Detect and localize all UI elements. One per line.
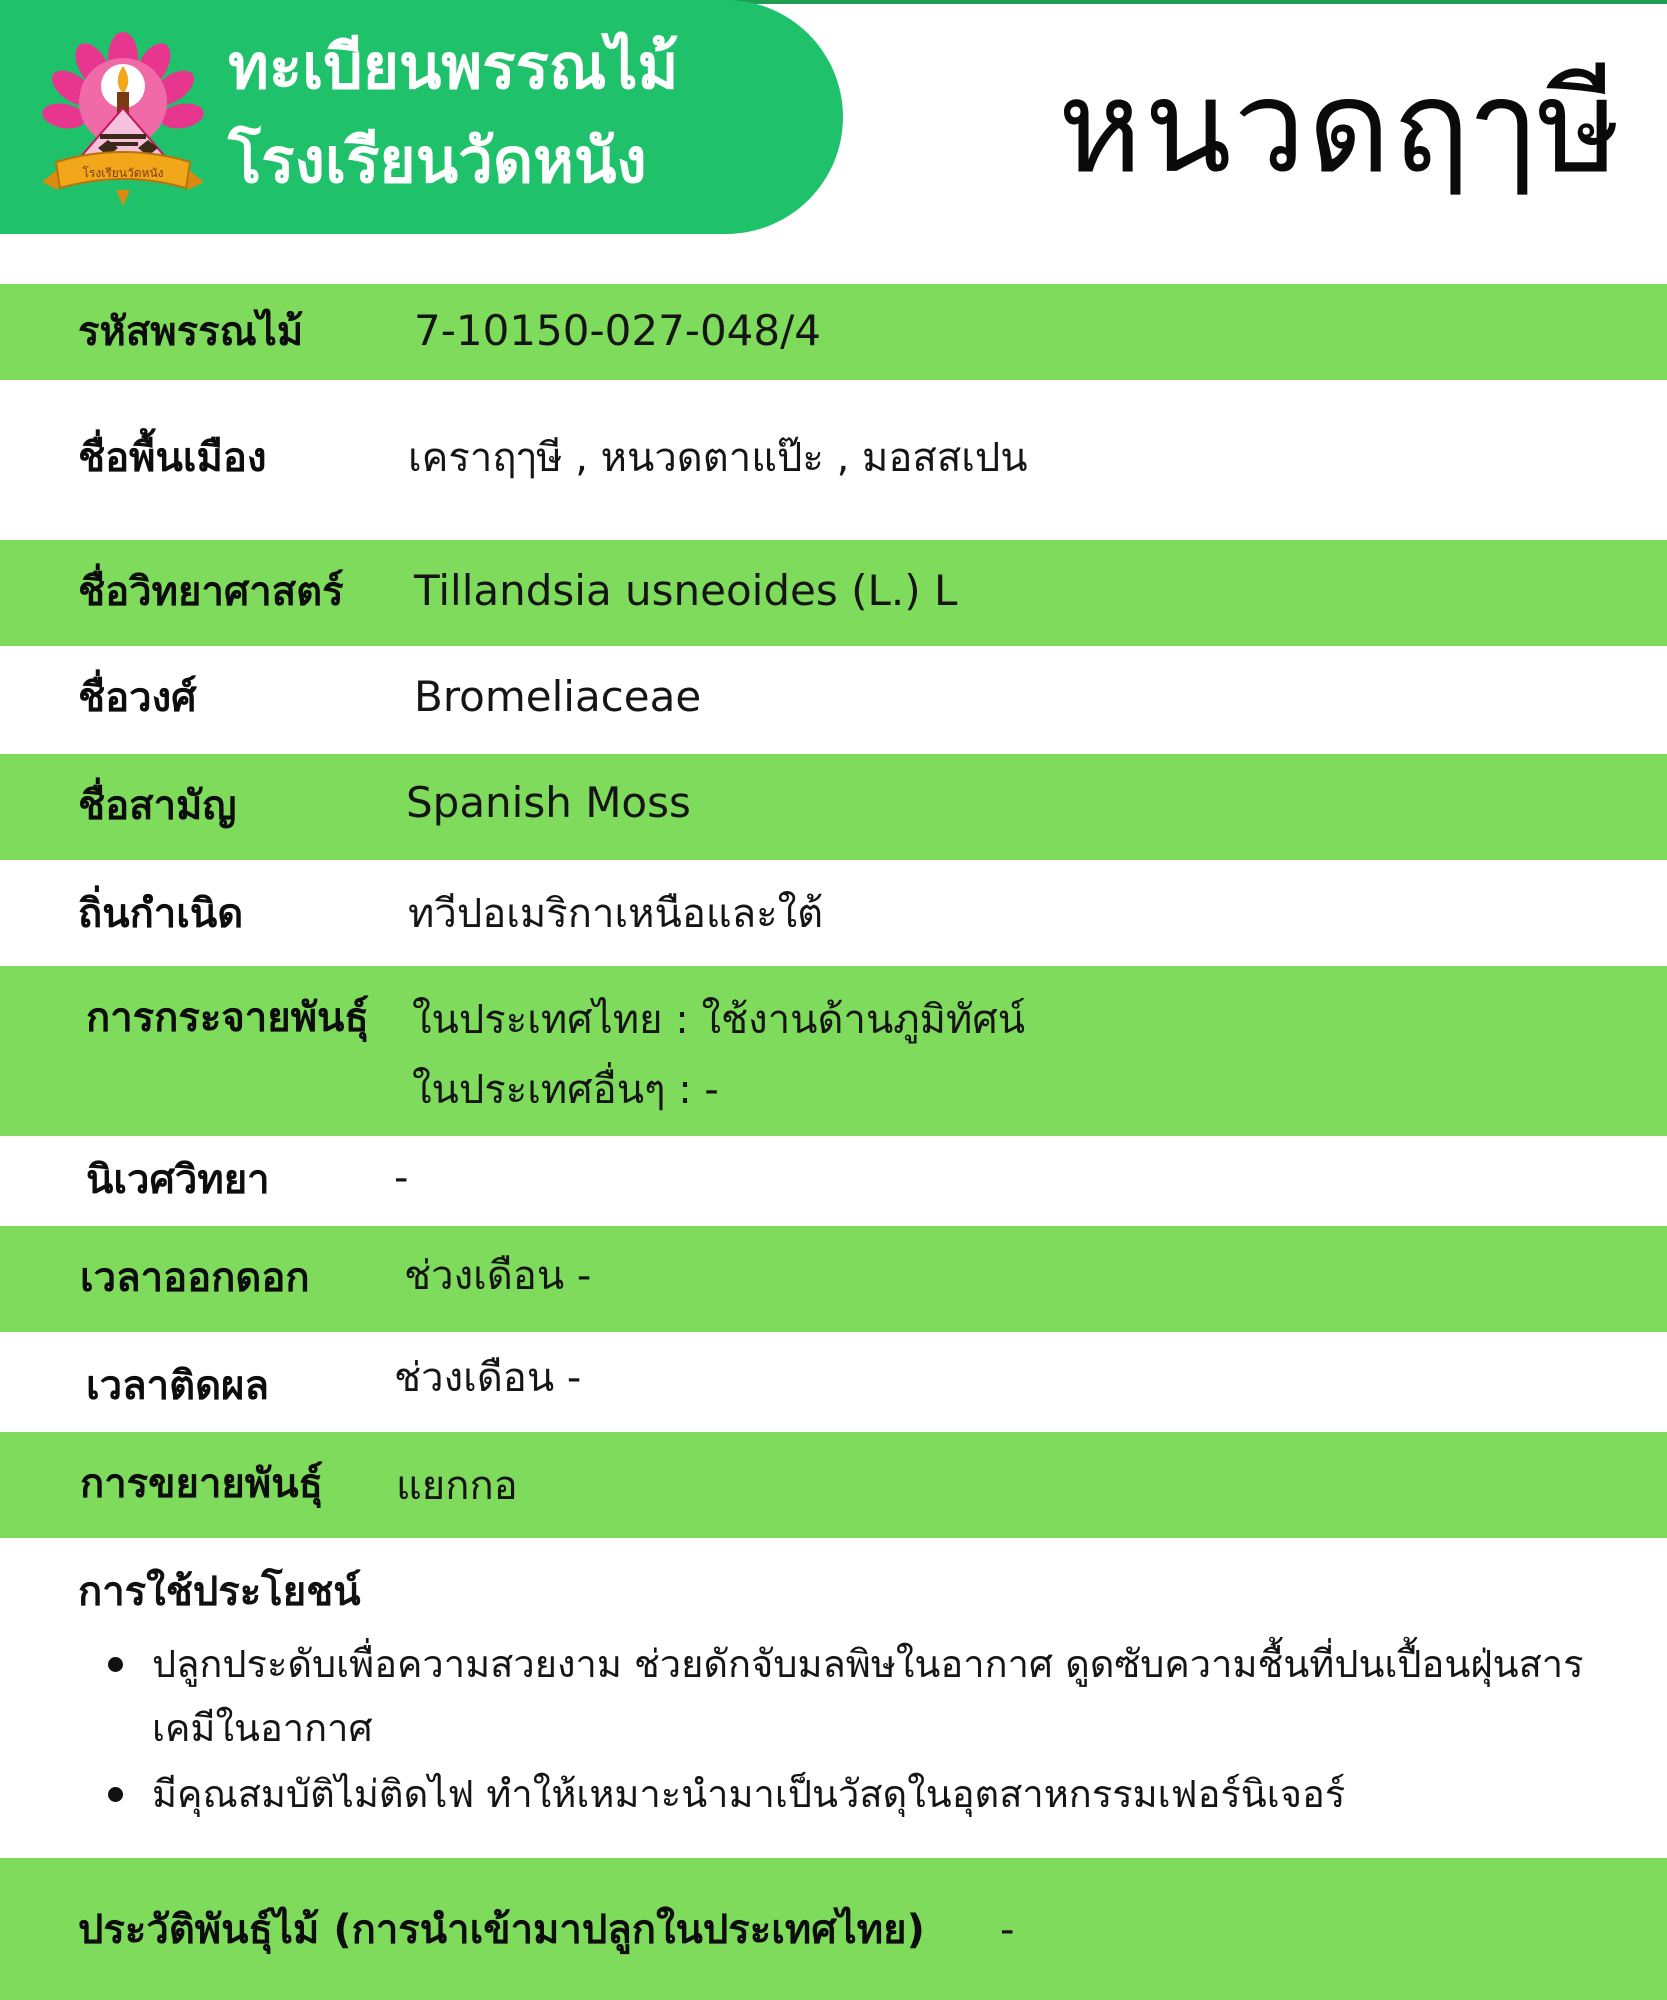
row-plant-code (0, 284, 1667, 380)
common-name-value: Spanish Moss (406, 778, 691, 827)
school-logo (38, 30, 208, 208)
benefit-item (100, 1762, 1640, 1826)
header-title-line-1: ทะเบียนพรรณไม้ (228, 30, 679, 103)
distribution-value-other: ในประเทศอื่นๆ : - (412, 1067, 719, 1113)
plant-thai-name: หนวดฤๅษี (1057, 53, 1623, 202)
origin-value: ทวีปอเมริกาเหนือและใต้ (408, 891, 824, 937)
benefit-text-line-2: เคมีในอากาศ (152, 1706, 373, 1750)
row-flowering (0, 1226, 1667, 1332)
logo-caption: โรงเรียนวัดหนัง (82, 166, 164, 180)
benefit-item (100, 1632, 1640, 1760)
ecology-label: นิเวศวิทยา (86, 1157, 270, 1203)
benefits-list (100, 1632, 1640, 1826)
bullet-icon (108, 1657, 123, 1672)
family-label: ชื่อวงศ์ (78, 675, 197, 721)
row-origin (0, 860, 1667, 966)
history-value: - (1000, 1907, 1015, 1953)
row-history (0, 1858, 1667, 2000)
history-label: ประวัติพันธุ์ไม้ (การนำเข้ามาปลูกในประเทศไทย) (78, 1907, 925, 1953)
flowering-label: เวลาออกดอก (80, 1255, 310, 1301)
local-name-value: เคราฤๅษี , หนวดตาแป๊ะ , มอสสเปน (408, 435, 1028, 481)
plant-code-value: 7-10150-027-048/4 (414, 306, 821, 355)
distribution-value-thailand: ในประเทศไทย : ใช้งานด้านภูมิทัศน์ (412, 997, 1026, 1043)
benefit-text: มีคุณสมบัติไม่ติดไฟ ทำให้เหมาะนำมาเป็นวัสดุในอุตสาหกรรมเฟอร์นิเจอร์ (152, 1772, 1346, 1816)
header-title-line-2: โรงเรียนวัดหนัง (228, 124, 647, 197)
row-distribution (0, 966, 1667, 1136)
common-name-label: ชื่อสามัญ (78, 783, 237, 829)
local-name-label: ชื่อพื้นเมือง (78, 435, 267, 481)
row-family (0, 646, 1667, 754)
fruiting-label: เวลาติดผล (86, 1363, 270, 1409)
row-propagation (0, 1432, 1667, 1538)
scientific-name-value: Tillandsia usneoides (L.) L (414, 566, 958, 615)
distribution-label: การกระจายพันธุ์ (86, 995, 369, 1041)
row-scientific-name (0, 540, 1667, 646)
origin-label: ถิ่นกำเนิด (78, 891, 244, 937)
benefit-text-line-1: ปลูกประดับเพื่อความสวยงาม ช่วยดักจับมลพิษในอากาศ ดูดซับความชื้นที่ปนเปื้อนฝุ่นสาร (152, 1642, 1584, 1686)
benefits-title: การใช้ประโยชน์ (78, 1569, 361, 1615)
row-common-name (0, 754, 1667, 860)
bullet-icon (108, 1787, 123, 1802)
scientific-name-label: ชื่อวิทยาศาสตร์ (78, 569, 344, 615)
fruiting-value: ช่วงเดือน - (394, 1355, 582, 1401)
row-fruiting (0, 1332, 1667, 1432)
row-local-name (0, 380, 1667, 540)
propagation-label: การขยายพันธุ์ (80, 1461, 323, 1507)
ecology-value: - (394, 1155, 409, 1201)
plant-code-label: รหัสพรรณไม้ (78, 309, 304, 355)
row-ecology (0, 1136, 1667, 1226)
flowering-value: ช่วงเดือน - (404, 1253, 592, 1299)
propagation-value: แยกกอ (396, 1463, 518, 1509)
family-value: Bromeliaceae (414, 672, 702, 721)
